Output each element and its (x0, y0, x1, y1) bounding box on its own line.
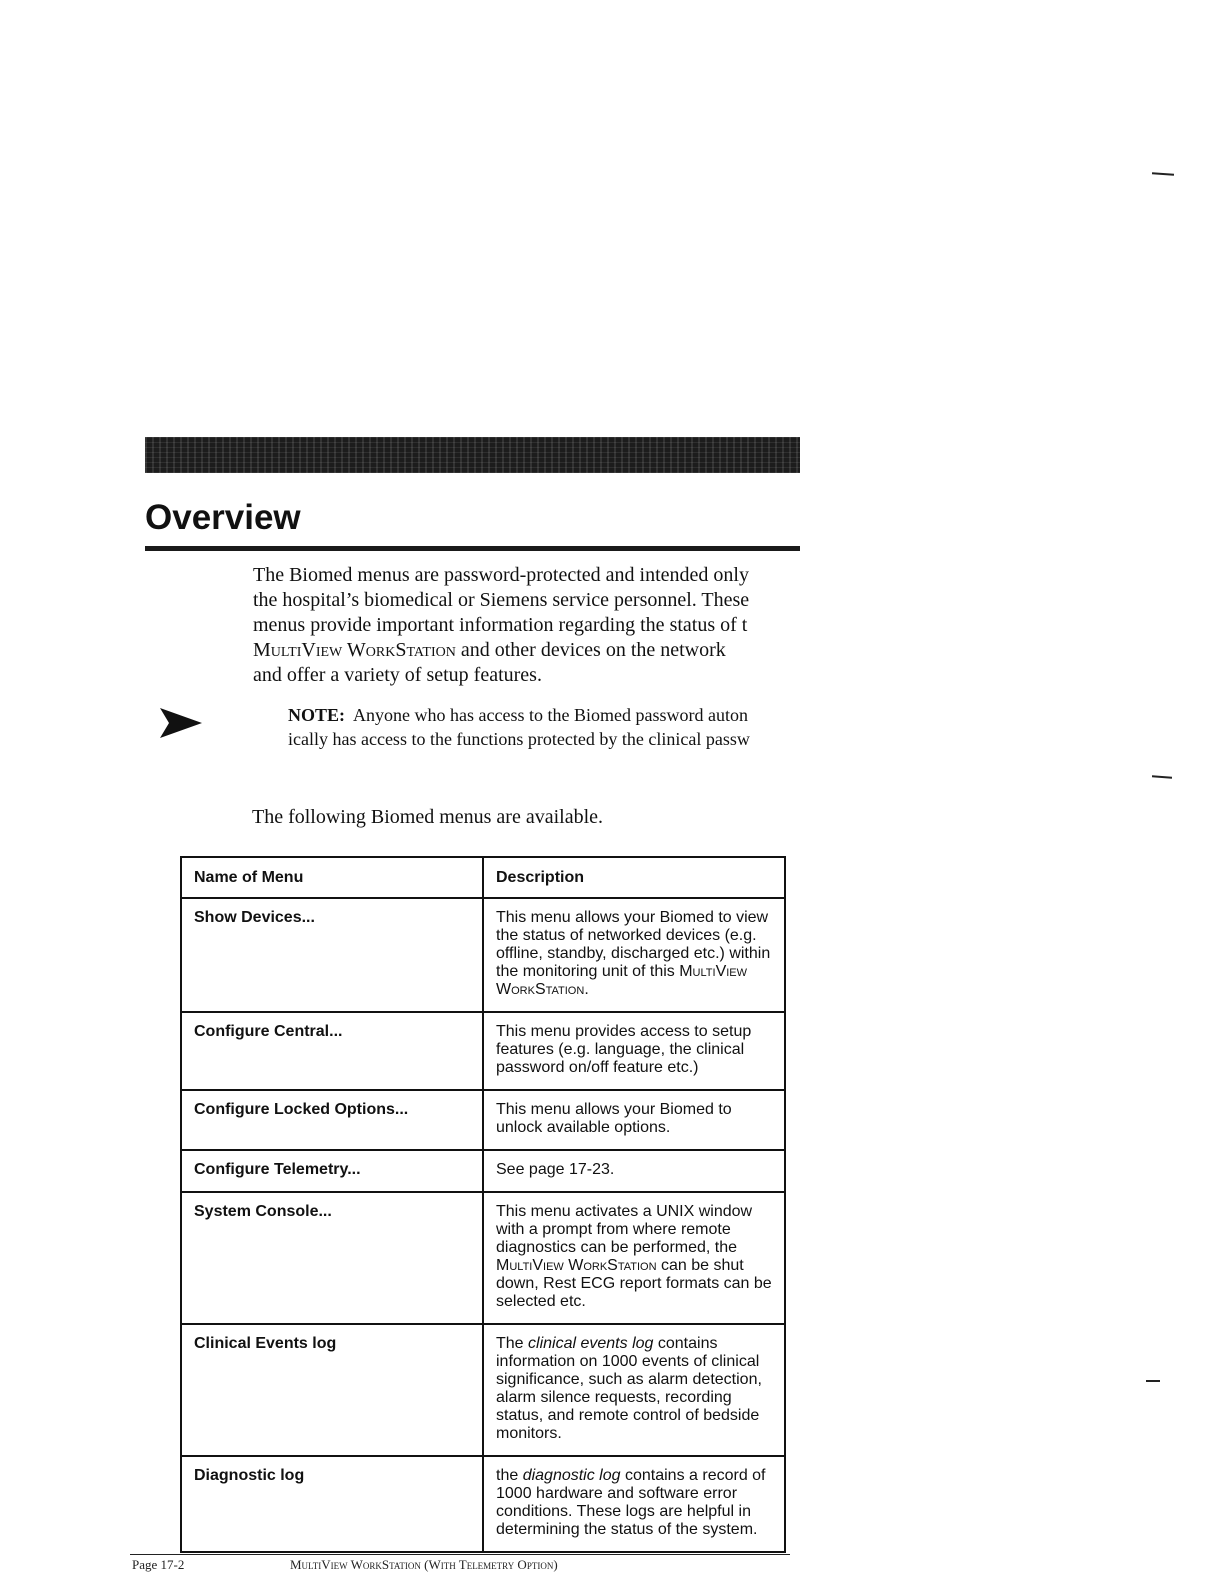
table-row (181, 1150, 785, 1192)
note-label: NOTE: (288, 705, 346, 725)
menu-description-cell: This menu allows your Biomed to unlock available options. (483, 1090, 785, 1150)
menu-description-cell: This menu provides access to setup features (e.g. language, the clinical password on/off feature etc.) (483, 1012, 785, 1090)
column-header-description: Description (483, 857, 785, 898)
table-row (181, 1324, 785, 1456)
table-row (181, 898, 785, 1012)
menu-name-cell: Clinical Events log (181, 1324, 483, 1456)
intro-line: the hospital’s biomedical or Siemens service personnel. These (253, 589, 750, 611)
note-line: ically has access to the functions protected by the clinical passw (288, 729, 750, 749)
footer-document-title: MultiView WorkStation (With Telemetry Option) (290, 1557, 558, 1572)
table-header-row (181, 857, 785, 898)
margin-mark (1152, 172, 1174, 176)
footer-rule (130, 1554, 790, 1555)
table-row (181, 1090, 785, 1150)
intro-line: and offer a variety of setup features. (253, 664, 542, 686)
menu-name-cell: Configure Telemetry... (181, 1150, 483, 1192)
menu-name-cell: System Console... (181, 1192, 483, 1324)
table-body (181, 898, 785, 1552)
menu-description-cell: the diagnostic log contains a record of 1000 hardware and software error conditions. These logs are helpful in determining the status of the system. (483, 1456, 785, 1552)
menu-description-cell: This menu allows your Biomed to view the status of networked devices (e.g. offline, standby, discharged etc.) within the monitoring unit of this MultiView WorkStation. (483, 898, 785, 1012)
note-block (288, 703, 801, 751)
menu-name-cell: Configure Locked Options... (181, 1090, 483, 1150)
intro-line: menus provide important information regarding the status of t (253, 614, 748, 636)
menu-name-cell: Configure Central... (181, 1012, 483, 1090)
menu-name-cell: Show Devices... (181, 898, 483, 1012)
column-header-name: Name of Menu (181, 857, 483, 898)
title-rule (145, 546, 800, 551)
table-row (181, 1456, 785, 1552)
section-title: Overview (145, 498, 301, 537)
table-row (181, 1192, 785, 1324)
biomed-menu-table (180, 856, 786, 1553)
menu-name-cell: Diagnostic log (181, 1456, 483, 1552)
intro-line: The Biomed menus are password-protected and intended only (253, 564, 749, 586)
note-text: Anyone who has access to the Biomed password auton (353, 705, 748, 725)
note-arrow-icon (160, 708, 202, 738)
menu-description-cell: This menu activates a UNIX window with a prompt from where remote diagnostics can be performed, the MultiView WorkStation can be shut down, Rest ECG report formats can be selected etc. (483, 1192, 785, 1324)
intro-paragraph (253, 563, 801, 688)
section-header-band (145, 437, 800, 473)
intro-line: MultiView WorkStation and other devices on the network (253, 639, 726, 661)
note-line (288, 703, 801, 727)
menu-description-cell: The clinical events log contains information on 1000 events of clinical significance, such as alarm detection, alarm silence requests, recording status, and remote control of bedside monitors. (483, 1324, 785, 1456)
menus-intro-text: The following Biomed menus are available. (252, 806, 604, 828)
margin-mark (1146, 1380, 1160, 1382)
margin-mark (1152, 775, 1172, 778)
footer-page-number: Page 17-2 (132, 1557, 185, 1572)
menu-description-cell: See page 17-23. (483, 1150, 785, 1192)
table-row (181, 1012, 785, 1090)
